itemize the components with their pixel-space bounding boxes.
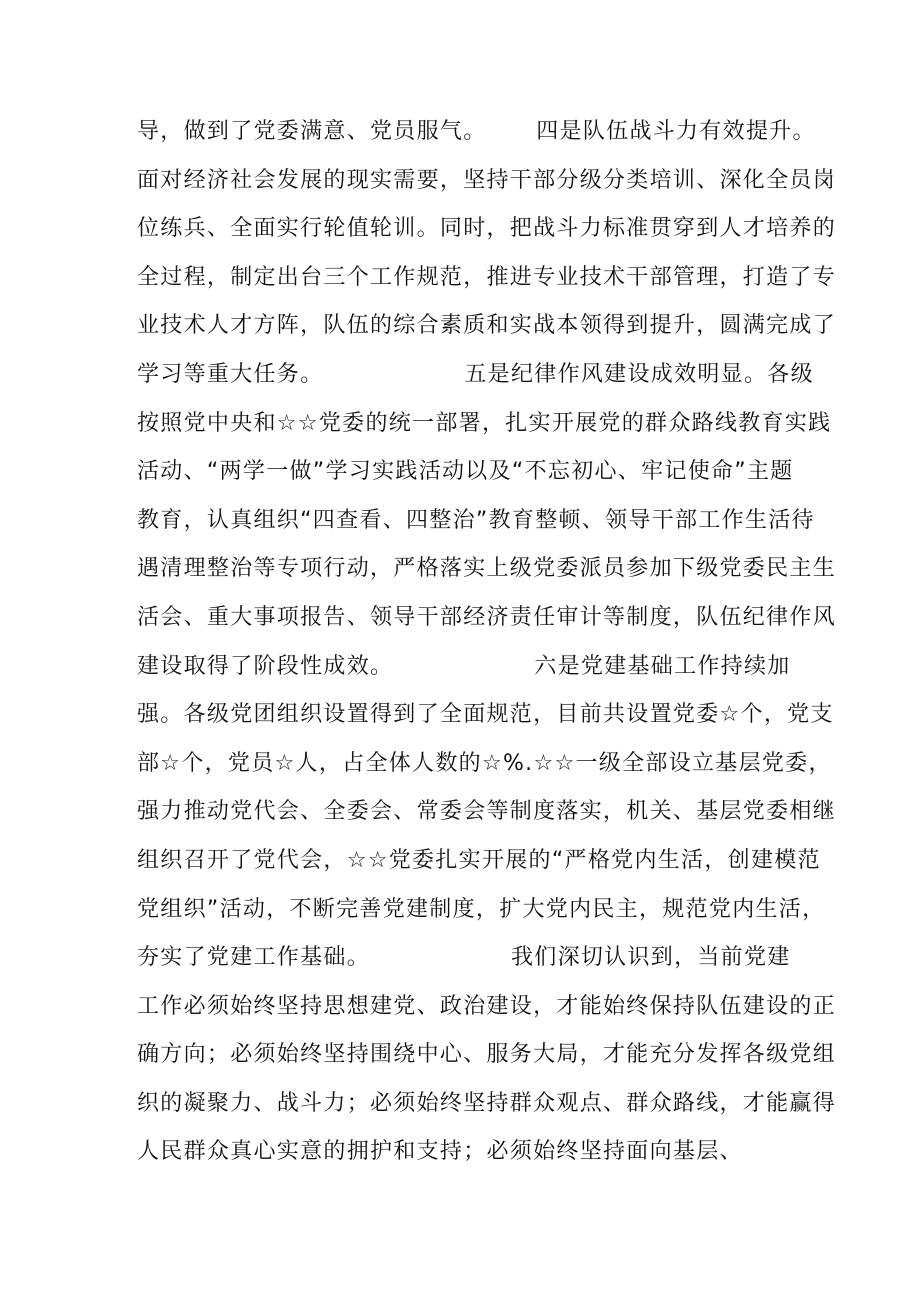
text-line: 部☆个，党员☆人，占全体人数的☆%.☆☆一级全部设立基层党委，: [137, 750, 832, 776]
text-line: 组织召开了党代会，☆☆党委扎实开展的“严格党内生活，创建模范: [137, 847, 821, 873]
text-line: 位练兵、全面实行轮值轮训。同时，把战斗力标准贯穿到人才培养的: [137, 216, 837, 242]
text-line: 全过程，制定出台三个工作规范，推进专业技术干部管理，打造了专: [137, 264, 837, 290]
text-line: 建设取得了阶段性成效。 六是党建基础工作持续加: [137, 653, 791, 679]
text-line: 活会、重大事项报告、领导干部经济责任审计等制度，队伍纪律作风: [137, 604, 837, 630]
text-line: 人民群众真心实意的拥护和支持；必须始终坚持面向基层、: [137, 1139, 743, 1165]
text-line: 遇清理整治等专项行动，严格落实上级党委派员参加下级党委民主生: [137, 556, 837, 582]
text-line: 织的凝聚力、战斗力；必须始终坚持群众观点、群众路线，才能赢得: [137, 1090, 837, 1116]
text-line: 党组织”活动，不断完善党建制度，扩大党内民主，规范党内生活，: [137, 896, 826, 922]
text-line: 导，做到了党委满意、党员服气。 四是队伍战斗力有效提升。: [137, 119, 816, 144]
text-line: 确方向；必须始终坚持围绕中心、服务大局，才能充分发挥各级党组: [137, 1042, 837, 1068]
text-line: 强力推动党代会、全委会、常委会等制度落实，机关、基层党委相继: [137, 799, 837, 825]
text-line: 教育，认真组织“四查看、四整治”教育整顿、领导干部工作生活待: [137, 507, 815, 533]
text-line: 强。各级党团组织设置得到了全面规范，目前共设置党委☆个，党支: [137, 702, 834, 728]
text-line: 面对经济社会发展的现实需要，坚持干部分级分类培训、深化全员岗: [137, 167, 837, 193]
text-line: 夯实了党建工作基础。 我们深切认识到，当前党建: [137, 945, 791, 971]
text-line: 业技术人才方阵，队伍的综合素质和实战本领得到提升，圆满完成了: [137, 313, 837, 339]
body-text: [137, 108, 837, 1177]
text-line: 学习等重大任务。 五是纪律作风建设成效明显。各级: [137, 361, 814, 387]
text-line: 工作必须始终坚持思想建党、政治建设，才能始终保持队伍建设的正: [137, 993, 837, 1019]
text-line: 活动、“两学一做”学习实践活动以及“不忘初心、牢记使命”主题: [137, 459, 794, 485]
text-line: 按照党中央和☆☆党委的统一部署，扎实开展党的群众路线教育实践: [137, 410, 832, 436]
